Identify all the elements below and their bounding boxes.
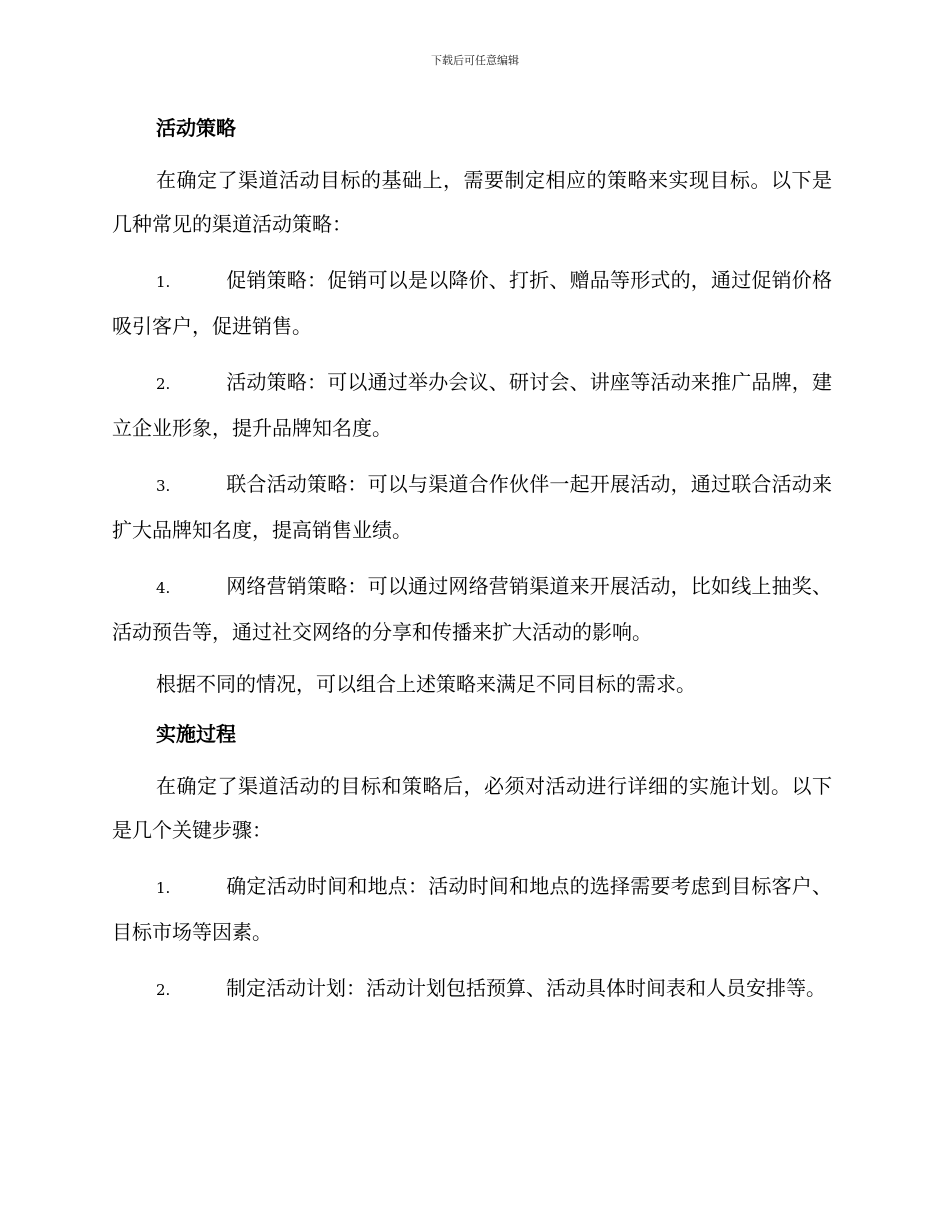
list-item-number: 4. — [156, 579, 171, 597]
list-item — [112, 360, 832, 450]
list-item-text: 制定活动计划：活动计划包括预算、活动具体时间表和人员安排等。 — [226, 976, 826, 1000]
list-item-text: 网络营销策略：可以通过网络营销渠道来开展活动，比如线上抽奖、活动预告等，通过社交网络的分享和传播来扩大活动的影响。 — [112, 574, 832, 644]
list-item-text: 活动策略：可以通过举办会议、研讨会、讲座等活动来推广品牌，建立企业形象，提升品牌知名度。 — [112, 370, 832, 440]
list-item-text: 促销策略：促销可以是以降价、打折、赠品等形式的，通过促销价格吸引客户，促进销售。 — [112, 268, 832, 338]
list-item — [112, 864, 832, 954]
section-intro-implementation: 在确定了渠道活动的目标和策略后，必须对活动进行详细的实施计划。以下是几个关键步骤： — [112, 774, 832, 842]
list-item — [112, 462, 832, 552]
list-item-text: 确定活动时间和地点：活动时间和地点的选择需要考虑到目标客户、目标市场等因素。 — [112, 874, 832, 944]
section-heading-strategy: 活动策略 — [156, 116, 236, 140]
document-body — [112, 108, 832, 1012]
list-item-number: 2. — [156, 981, 171, 999]
list-item-number: 1. — [156, 879, 171, 897]
section-intro-strategy: 在确定了渠道活动目标的基础上，需要制定相应的策略来实现目标。以下是几种常见的渠道活动策略： — [112, 168, 832, 236]
section-closing-strategy: 根据不同的情况，可以组合上述策略来满足不同目标的需求。 — [156, 672, 696, 696]
list-item-number: 3. — [156, 477, 171, 495]
list-item-text: 联合活动策略：可以与渠道合作伙伴一起开展活动，通过联合活动来扩大品牌知名度，提高销售业绩。 — [112, 472, 832, 542]
list-item — [112, 966, 832, 1012]
section-heading-implementation: 实施过程 — [156, 722, 236, 746]
header-note: 下载后可任意编辑 — [431, 54, 519, 67]
list-item — [112, 258, 832, 348]
list-item-number: 1. — [156, 273, 171, 291]
list-item — [112, 564, 832, 654]
list-item-number: 2. — [156, 375, 171, 393]
